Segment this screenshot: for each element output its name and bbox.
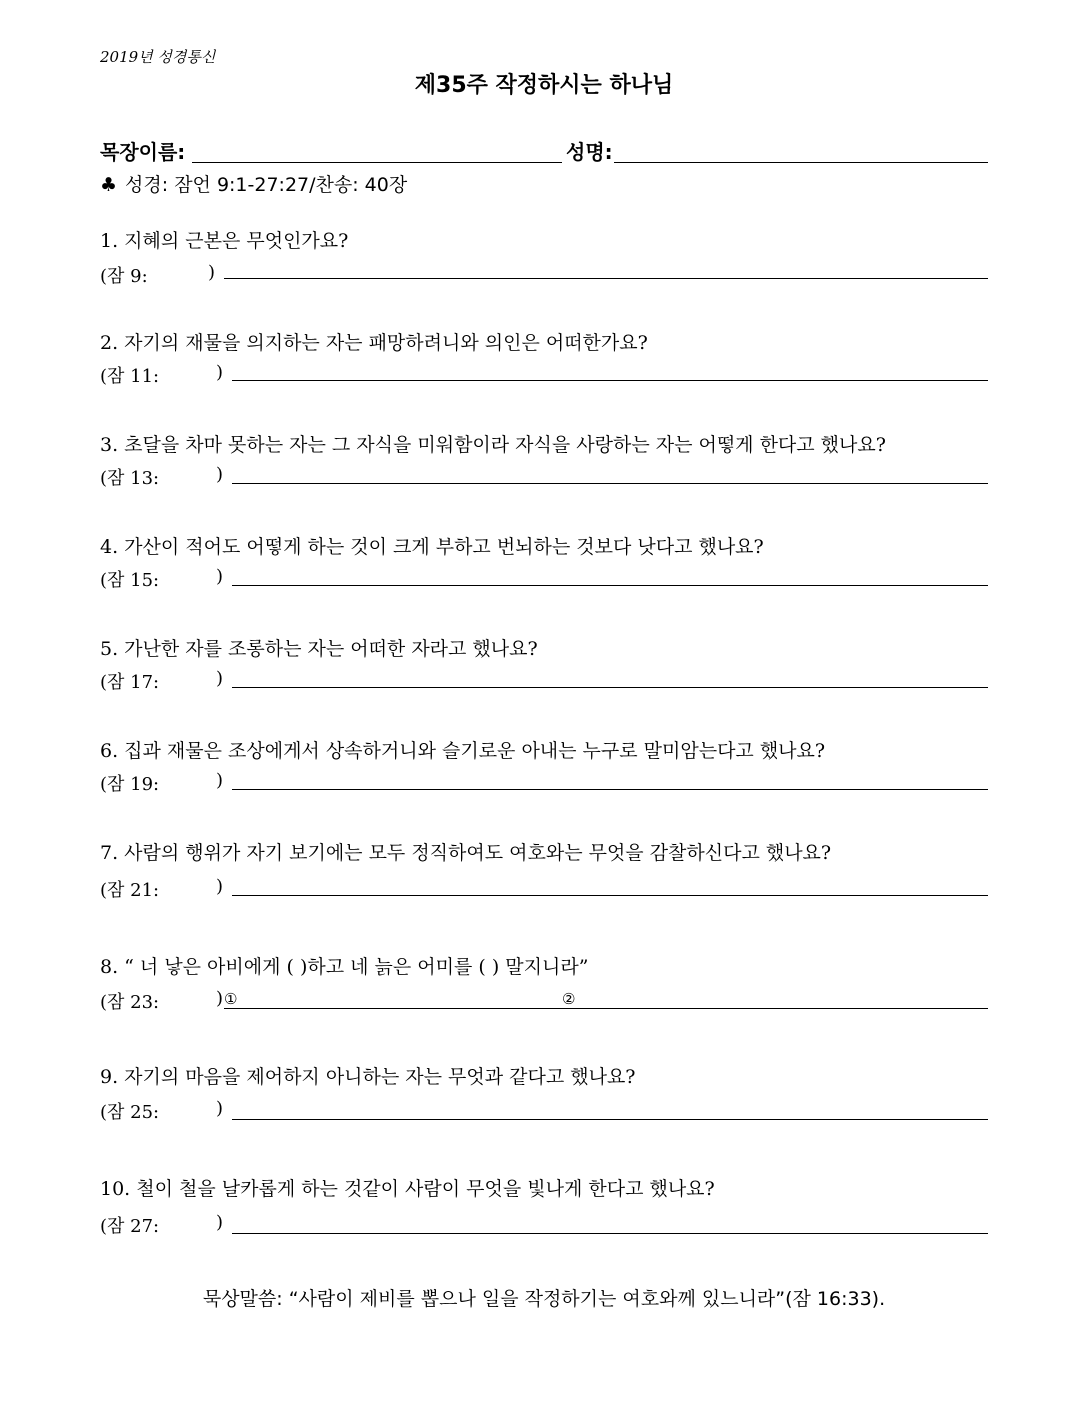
question-3: 3. 초달을 차마 못하는 자는 그 자식을 미워함이라 자식을 사랑하는 자는 어떻게 한다고 했나요? [100, 434, 886, 456]
answer-10-line[interactable] [232, 1233, 988, 1234]
scripture-text: 성경: 잠언 9:1-27:27/찬송: 40장 [125, 174, 408, 196]
question-7-ref: (잠 21: [100, 880, 160, 901]
question-10-close: ) [216, 1212, 224, 1233]
blank-2-marker: ② [562, 990, 576, 1008]
question-5: 5. 가난한 자를 조롱하는 자는 어떠한 자라고 했나요? [100, 638, 538, 660]
question-8-ref: (잠 23: [100, 992, 160, 1013]
question-4: 4. 가산이 적어도 어떻게 하는 것이 크게 부하고 번뇌하는 것보다 낫다고 했나요? [100, 536, 764, 558]
question-2-close: ) [216, 362, 224, 383]
answer-3-line[interactable] [232, 483, 988, 484]
question-1-ref: (잠 9: [100, 266, 148, 287]
answer-6-line[interactable] [232, 789, 988, 790]
answer-8-line[interactable] [224, 1008, 988, 1009]
answer-7-line[interactable] [232, 895, 988, 896]
year-note: 2019년 성경통신 [100, 48, 216, 66]
info-row [100, 136, 988, 166]
answer-5-line[interactable] [232, 687, 988, 688]
question-1: 1. 지혜의 근본은 무엇인가요? [100, 230, 349, 252]
group-name-label: 목장이름: [100, 140, 186, 164]
question-4-ref: (잠 15: [100, 570, 160, 591]
question-6: 6. 집과 재물은 조상에게서 상속하거니와 슬기로운 아내는 누구로 말미암는다고 했나요? [100, 740, 826, 762]
answer-4-line[interactable] [232, 585, 988, 586]
blank-1-marker: ① [224, 990, 238, 1008]
question-3-ref: (잠 13: [100, 468, 160, 489]
question-2-ref: (잠 11: [100, 366, 160, 387]
question-9: 9. 자기의 마음을 제어하지 아니하는 자는 무엇과 같다고 했나요? [100, 1066, 636, 1088]
question-9-ref: (잠 25: [100, 1102, 160, 1123]
question-4-close: ) [216, 566, 224, 587]
group-name-field[interactable] [192, 162, 562, 163]
memory-verse: 묵상말씀: “사람이 제비를 뽑으나 일을 작정하기는 여호와께 있느니라”(잠 16:33). [202, 1288, 886, 1310]
question-5-close: ) [216, 668, 224, 689]
question-1-close: ) [208, 262, 216, 283]
answer-2-line[interactable] [232, 380, 988, 381]
question-3-close: ) [216, 464, 224, 485]
question-6-ref: (잠 19: [100, 774, 160, 795]
answer-1-line[interactable] [224, 278, 988, 279]
question-6-close: ) [216, 770, 224, 791]
question-9-close: ) [216, 1098, 224, 1119]
question-8: 8. “ 너 낳은 아비에게 ( )하고 네 늙은 어미를 ( ) 말지니라” [100, 956, 589, 978]
answer-9-line[interactable] [232, 1119, 988, 1120]
question-7: 7. 사람의 행위가 자기 보기에는 모두 정직하여도 여호와는 무엇을 감찰하신다고 했나요? [100, 842, 832, 864]
name-label: 성명: [566, 140, 613, 164]
question-10: 10. 철이 철을 날카롭게 하는 것같이 사람이 무엇을 빛나게 한다고 했나요? [100, 1178, 715, 1200]
scripture-line [100, 170, 407, 197]
question-7-close: ) [216, 876, 224, 897]
question-8-close: ) [216, 988, 224, 1009]
club-icon: ♣ [100, 174, 118, 196]
name-field[interactable] [614, 162, 988, 163]
question-5-ref: (잠 17: [100, 672, 160, 693]
page-title: 제35주 작정하시는 하나님 [414, 73, 674, 98]
question-10-ref: (잠 27: [100, 1216, 160, 1237]
question-2: 2. 자기의 재물을 의지하는 자는 패망하려니와 의인은 어떠한가요? [100, 332, 648, 354]
